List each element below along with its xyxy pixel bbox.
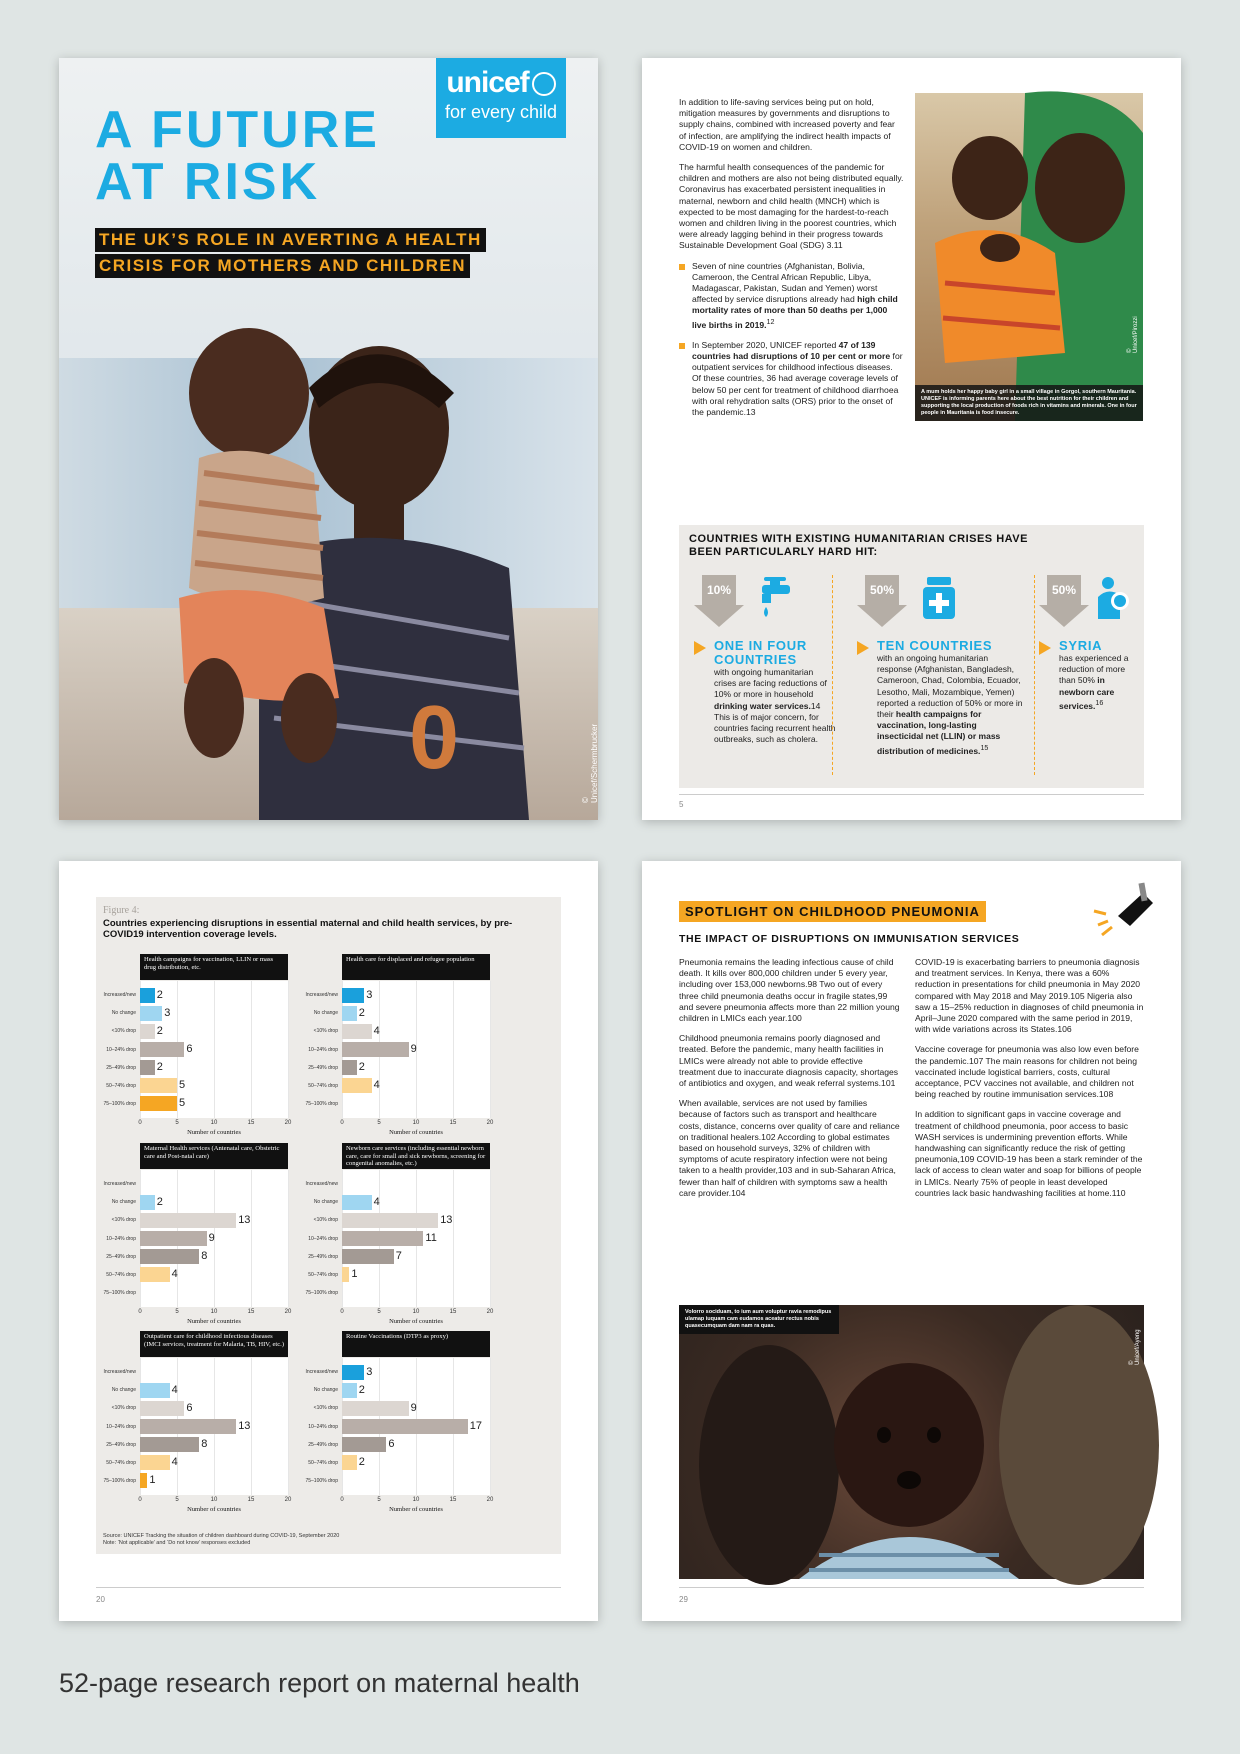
page5-photo-mother-and-baby xyxy=(915,93,1143,421)
page29-left-paragraph-3: When available, services are not used by families because of factors such as transport and healthcare costs, distance, concerns over quality of care and reliance on traditional healers.102 According to global estimates based on household surveys, 32% of children with symptoms of acute respiratory infection were not being taken to a health provider,103 and in sub-Saharan Africa, fewer than half of children with symptoms saw a health care provider.104 xyxy=(679,1098,900,1198)
footer-rule xyxy=(679,1587,1144,1588)
infobox-column-campaigns xyxy=(857,575,1023,756)
x-axis-title: Number of countries xyxy=(187,1129,241,1136)
chart-panel xyxy=(96,1143,292,1331)
bar-value-label: 2 xyxy=(156,1061,163,1074)
chart-bar xyxy=(140,1042,184,1057)
chart-bar xyxy=(140,1249,199,1264)
y-tick-label: 10–24% drop xyxy=(308,1423,338,1430)
x-tick-label: 20 xyxy=(284,1120,292,1126)
x-tick-label: 5 xyxy=(175,1309,179,1315)
col1-text-c: 14 This is of major concern, for countries facing recurrent health outbreaks, such as cholera. xyxy=(714,700,836,745)
chart-bar xyxy=(140,1195,155,1210)
cover-subtitle xyxy=(95,228,486,280)
bar-value-label: 5 xyxy=(179,1079,186,1092)
gridline xyxy=(490,1358,491,1495)
y-tick-label: 10–24% drop xyxy=(308,1046,338,1053)
bar-value-label: 13 xyxy=(440,1213,453,1226)
chart-bar xyxy=(140,1024,155,1039)
bar-value-label: 2 xyxy=(156,988,163,1001)
y-tick-label: 25–49% drop xyxy=(308,1441,338,1448)
chart-panel xyxy=(298,1143,494,1331)
y-tick-label: 50–74% drop xyxy=(308,1459,338,1466)
y-tick-label: 50–74% drop xyxy=(106,1082,136,1089)
figure-source xyxy=(103,1533,339,1547)
page5-bullet-1 xyxy=(679,261,904,331)
gridline xyxy=(490,981,491,1118)
y-tick-label: 25–49% drop xyxy=(106,1441,136,1448)
chart-plot-area xyxy=(342,1170,490,1307)
page5-body-text xyxy=(679,97,904,427)
syria-pct: 50% xyxy=(1051,583,1077,597)
y-tick-label: 10–24% drop xyxy=(308,1235,338,1242)
bar-value-label: 5 xyxy=(179,1097,186,1110)
water-pct: 10% xyxy=(706,583,732,597)
gridline xyxy=(453,981,454,1118)
chart-bar xyxy=(342,1249,394,1264)
page5-paragraph-2: The harmful health consequences of the pandemic for children and mothers are also not being distributed equally. Coronavirus has exacerbated persistent inequalities in maternal, newborn and child health (MNCH) which is expected to be most damaging for the hardest-to-reach women and children living in the poorest countries, which were already lagging behind in their progress towards Sustainable Development Goal (SDG) 3.11 xyxy=(679,162,904,251)
y-tick-label: Increased/new xyxy=(305,992,338,999)
y-tick-label: 25–49% drop xyxy=(308,1064,338,1071)
y-tick-label: 75–100% drop xyxy=(305,1100,338,1107)
page29-right-paragraph-1: COVID-19 is exacerbating barriers to pneumonia diagnosis and treatment services. In Kenya, there was a 60% reduction in presentations for child pneumonia in May 2020 compared with May 2018 and May 2019.105 Nigeria also saw a 15–25% reduction in diagnoses of child pneumonia in April–June 2020 compared with the same period in 2019, with wide variations across its States.106 xyxy=(915,957,1144,1035)
chart-bar xyxy=(342,1401,409,1416)
col1-text-bold: drinking water services. xyxy=(714,700,811,711)
x-tick-label: 10 xyxy=(412,1497,420,1503)
chart-bar xyxy=(342,1383,357,1398)
down-arrow-icon xyxy=(857,575,907,627)
y-tick-label: 75–100% drop xyxy=(305,1477,338,1484)
x-tick-label: 5 xyxy=(377,1309,381,1315)
figure-note-text: Note: ‘Not applicable’ and ‘Do not know’ responses excluded xyxy=(103,1540,251,1546)
x-tick-label: 15 xyxy=(247,1497,255,1503)
infobox-divider xyxy=(832,575,833,775)
y-tick-label: Increased/new xyxy=(305,1181,338,1188)
x-axis-title: Number of countries xyxy=(389,1506,443,1513)
cover-subtitle-line-2: CRISIS FOR MOTHERS AND CHILDREN xyxy=(95,254,470,278)
chart-bar xyxy=(342,1078,372,1093)
x-tick-label: 5 xyxy=(377,1120,381,1126)
spotlight-heading: SPOTLIGHT ON CHILDHOOD PNEUMONIA xyxy=(679,901,986,922)
chart-bar xyxy=(140,1473,147,1488)
chart-bar xyxy=(342,1455,357,1470)
col3-text xyxy=(1059,653,1139,712)
spotlight-subheading: THE IMPACT OF DISRUPTIONS ON IMMUNISATION SERVICES xyxy=(679,933,1020,945)
y-tick-label: 75–100% drop xyxy=(305,1289,338,1296)
cover-photo-credit: © Unicef/Schermbrucker xyxy=(581,723,599,803)
chart-bar xyxy=(342,1419,468,1434)
gridline xyxy=(251,981,252,1118)
col2-text-ref: 15 xyxy=(980,743,989,752)
bar-value-label: 11 xyxy=(425,1232,437,1244)
chart-panel xyxy=(298,1331,494,1519)
y-tick-label: 75–100% drop xyxy=(103,1477,136,1484)
col3-text-bold: in newborn care services. xyxy=(1059,675,1115,711)
col1-text xyxy=(714,667,836,745)
bar-value-label: 9 xyxy=(410,1043,417,1055)
col3-heading: SYRIA xyxy=(1039,639,1139,653)
bar-value-label: 8 xyxy=(201,1438,208,1451)
page29-left-paragraph-1: Pneumonia remains the leading infectious cause of child death. It kills over 800,000 children under 5 every year, including over 153,000 newborns.98 Two out of every three child pneumonia deaths occur in fragile states,99 and severe pneumonia affects more than 22 million young children in LMICs each year.100 xyxy=(679,957,900,1024)
chart-bar xyxy=(342,1006,357,1021)
y-tick-label: No change xyxy=(111,1387,136,1394)
bullet2-bold: 47 of 139 countries had disruptions of 10 per cent or more xyxy=(692,339,891,361)
x-tick-label: 5 xyxy=(175,1497,179,1503)
chart-plot-area xyxy=(342,1358,490,1495)
gridline xyxy=(490,1170,491,1307)
x-tick-label: 0 xyxy=(138,1309,142,1315)
col2-text-bold: health campaigns for vaccination, long-lasting insecticidal net (LLIN) or mass distribution of medicines. xyxy=(877,709,1001,756)
x-tick-label: 20 xyxy=(486,1120,494,1126)
chart-bar xyxy=(342,1365,364,1380)
chart-panel-title: Health campaigns for vaccination, LLIN or mass drug distribution, etc. xyxy=(140,954,288,980)
page29-right-paragraph-2: Vaccine coverage for pneumonia was also low even before the pandemic.107 The main reasons for children not being vaccinated include logistical barriers, costs, cultural acceptance, PCV vaccines not available, and children not being reached by routine immunisation services.108 xyxy=(915,1044,1139,1100)
bar-value-label: 13 xyxy=(238,1420,251,1432)
chart-bar xyxy=(140,1213,236,1228)
x-axis-title: Number of countries xyxy=(187,1318,241,1325)
x-tick-label: 20 xyxy=(486,1497,494,1503)
chart-bar xyxy=(140,1267,170,1282)
bar-value-label: 7 xyxy=(395,1250,402,1263)
figure-4 xyxy=(96,897,561,1554)
page-number: 29 xyxy=(679,1595,688,1604)
chart-panel-title: Newborn care services (including essential newborn care, care for small and sick newborns, screening for congenital anomalies, etc.) xyxy=(342,1143,490,1169)
page-29 xyxy=(642,861,1181,1621)
col2-text-a: with an ongoing humanitarian response (Afghanistan, Bangladesh, Cameroon, Chad, Colombia, Ecuador, Lesotho, Mali, Mozambique, Yemen) reported a reduction of 50% or more in their xyxy=(877,653,1023,720)
page29-photo-credit: © Unicef/Ayeng xyxy=(1129,1329,1141,1365)
bar-value-label: 8 xyxy=(201,1250,208,1263)
x-tick-label: 20 xyxy=(284,1309,292,1315)
chart-bar xyxy=(140,1401,184,1416)
footer-rule xyxy=(679,794,1144,795)
bar-value-label: 3 xyxy=(366,988,373,1001)
x-tick-label: 0 xyxy=(340,1120,344,1126)
chart-bar xyxy=(140,1060,155,1075)
bar-value-label: 4 xyxy=(373,1079,380,1092)
y-tick-label: No change xyxy=(313,1010,338,1017)
x-tick-label: 15 xyxy=(449,1309,457,1315)
y-tick-label: <10% drop xyxy=(111,1028,136,1035)
y-tick-label: 10–24% drop xyxy=(106,1235,136,1242)
y-tick-label: <10% drop xyxy=(313,1217,338,1224)
y-tick-label: <10% drop xyxy=(111,1217,136,1224)
page29-left-column xyxy=(679,957,901,1208)
chart-panel-title: Routine Vaccinations (DTP3 as proxy) xyxy=(342,1331,490,1357)
chart-bar xyxy=(342,988,364,1003)
y-tick-label: 50–74% drop xyxy=(106,1271,136,1278)
x-tick-label: 5 xyxy=(377,1497,381,1503)
y-tick-label: 10–24% drop xyxy=(106,1046,136,1053)
x-tick-label: 10 xyxy=(210,1309,218,1315)
chart-bar xyxy=(342,1213,438,1228)
x-axis-title: Number of countries xyxy=(187,1506,241,1513)
gridline xyxy=(214,981,215,1118)
x-tick-label: 20 xyxy=(486,1309,494,1315)
y-tick-label: No change xyxy=(313,1387,338,1394)
chart-bar xyxy=(140,1006,162,1021)
page-5 xyxy=(642,58,1181,820)
infobox-column-syria xyxy=(1039,575,1144,711)
chart-bar xyxy=(342,1437,386,1452)
y-tick-label: 10–24% drop xyxy=(106,1423,136,1430)
bar-value-label: 3 xyxy=(164,1006,171,1019)
y-tick-label: Increased/new xyxy=(103,992,136,999)
chart-plot-area xyxy=(140,1170,288,1307)
cover-subtitle-line-1: THE UK’S ROLE IN AVERTING A HEALTH xyxy=(95,228,486,252)
bullet1-bold: high child mortality rates of more than 50 deaths per 1,000 live births in 2019. xyxy=(692,294,898,330)
water-tap-icon xyxy=(756,575,796,621)
bar-value-label: 1 xyxy=(149,1474,156,1487)
bar-value-label: 1 xyxy=(351,1268,358,1281)
chart-bar xyxy=(140,1078,177,1093)
bar-value-label: 4 xyxy=(171,1268,178,1281)
unicef-tagline: for every child xyxy=(444,102,558,122)
chart-panel xyxy=(298,954,494,1142)
bar-value-label: 2 xyxy=(156,1195,163,1208)
page-20 xyxy=(59,861,598,1621)
infobox-column-water xyxy=(694,575,836,745)
page-number: 20 xyxy=(96,1595,105,1604)
col1-heading: ONE IN FOUR COUNTRIES xyxy=(694,639,824,667)
y-tick-label: 25–49% drop xyxy=(106,1064,136,1071)
y-tick-label: 75–100% drop xyxy=(103,1289,136,1296)
bar-value-label: 13 xyxy=(238,1213,251,1226)
bar-value-label: 17 xyxy=(469,1420,483,1432)
col3-text-ref: 16 xyxy=(1095,698,1104,707)
figure-title: Countries experiencing disruptions in essential maternal and child health services, by pre-COVID19 intervention coverage levels. xyxy=(103,918,513,940)
page29-right-paragraph-3: In addition to significant gaps in vaccine coverage and treatment of childhood pneumonia, poor access to basic WASH services is undermining prevention efforts. While handwashing can significantly reduce the risk of getting pneumonia,109 COVID-19 has been a stark reminder of the lack of access to clean water and soap for billions of people in LMICs. Nearly 75% of people in least developed countries lack basic handwashing facilities at home.110 xyxy=(915,1109,1143,1198)
y-tick-label: 25–49% drop xyxy=(106,1253,136,1260)
cover-title-line-2: AT RISK xyxy=(95,153,321,211)
page5-bullet-2 xyxy=(679,340,904,418)
y-tick-label: 75–100% drop xyxy=(103,1100,136,1107)
chart-bar xyxy=(140,1231,207,1246)
page5-paragraph-1: In addition to life-saving services being put on hold, mitigation measures by governments and disruptions to supply chains, combined with increased poverty and fear of infection, are amplifying the indirect health impacts of COVID-19 on women and children. xyxy=(679,97,895,152)
bar-value-label: 4 xyxy=(373,1024,380,1037)
x-tick-label: 10 xyxy=(412,1309,420,1315)
spotlight-torch-icon xyxy=(1088,881,1158,941)
y-tick-label: 50–74% drop xyxy=(106,1459,136,1466)
bar-value-label: 2 xyxy=(358,1383,365,1396)
bullet2-text: In September 2020, UNICEF reported xyxy=(692,339,839,350)
bar-value-label: 9 xyxy=(410,1401,417,1414)
col2-text xyxy=(877,653,1025,757)
page29-photo-figure xyxy=(679,1305,1144,1579)
bullet2-text-end: for outpatient services for childhood infectious diseases. Of these countries, 36 had average coverage levels of below 50 per cent for treatment of childhood diarrhoea with oral rehydration salts (ORS) prior to the onset of the pandemic.13 xyxy=(692,350,903,417)
x-tick-label: 5 xyxy=(175,1120,179,1126)
page29-photo-baby xyxy=(679,1305,1144,1579)
bar-value-label: 9 xyxy=(208,1232,215,1244)
page29-left-paragraph-2: Childhood pneumonia remains poorly diagnosed and treated. Before the pandemic, many health facilities in LMICs were already not able to provide effective treatment due to inaccurate diagnosis capacity, shortages of antibiotics and oxygen, and weak referral systems.101 xyxy=(679,1033,899,1089)
down-arrow-icon xyxy=(694,575,744,627)
unicef-wordmark: unicef xyxy=(446,66,529,99)
gridline xyxy=(288,981,289,1118)
mother-baby-icon xyxy=(1094,575,1134,621)
y-tick-label: Increased/new xyxy=(103,1181,136,1188)
chart-bar xyxy=(140,1437,199,1452)
x-tick-label: 0 xyxy=(340,1309,344,1315)
y-tick-label: No change xyxy=(111,1010,136,1017)
x-tick-label: 15 xyxy=(449,1120,457,1126)
chart-bar xyxy=(140,1419,236,1434)
chart-panel-title: Health care for displaced and refugee population xyxy=(342,954,490,980)
y-tick-label: 50–74% drop xyxy=(308,1271,338,1278)
svg-text:0: 0 xyxy=(409,688,460,788)
chart-panel-title: Outpatient care for childhood infectious diseases (IMCI services, treatment for Malaria, TB, HIV, etc.) xyxy=(140,1331,288,1357)
bullet1-ref: 12 xyxy=(766,317,775,326)
chart-bar xyxy=(342,1060,357,1075)
x-tick-label: 15 xyxy=(247,1309,255,1315)
bar-value-label: 2 xyxy=(358,1456,365,1469)
chart-bar xyxy=(342,1024,372,1039)
page29-right-column xyxy=(915,957,1144,1208)
gridline xyxy=(251,1170,252,1307)
page-number: 5 xyxy=(679,800,684,809)
col1-text-a: with ongoing humanitarian crises are facing reductions of 10% or more in household xyxy=(714,667,827,700)
medicine-jar-icon xyxy=(919,575,959,621)
unicef-logo xyxy=(436,58,566,138)
x-tick-label: 15 xyxy=(247,1120,255,1126)
bar-value-label: 2 xyxy=(358,1061,365,1074)
chart-panel-title: Maternal Health services (Antenatal care, Obstetric care and Post-natal care) xyxy=(140,1143,288,1169)
figure-label: Figure 4: xyxy=(103,905,140,916)
y-tick-label: Increased/new xyxy=(103,1369,136,1376)
bar-value-label: 6 xyxy=(186,1401,193,1414)
cover-title-line-1: A FUTURE xyxy=(95,101,380,159)
x-tick-label: 0 xyxy=(138,1497,142,1503)
chart-plot-area xyxy=(140,1358,288,1495)
y-tick-label: <10% drop xyxy=(313,1405,338,1412)
y-tick-label: <10% drop xyxy=(313,1028,338,1035)
figure-source-text: Source: UNICEF Tracking the situation of children dashboard during COVID-19, September 2020 xyxy=(103,1533,340,1539)
bar-value-label: 4 xyxy=(171,1383,178,1396)
cover-title xyxy=(95,101,415,211)
page5-photo-caption: A mum holds her happy baby girl in a small village in Gorgol, southern Mauritania. UNICEF is informing parents here about the best nutrition for their children and supporting the local production of foods rich in vitamins and minerals. One in four people in Mauritania is food insecure. xyxy=(915,385,1143,421)
x-tick-label: 20 xyxy=(284,1497,292,1503)
down-arrow-icon xyxy=(1039,575,1089,627)
unicef-globe-icon xyxy=(532,72,556,96)
bar-value-label: 2 xyxy=(156,1024,163,1037)
page5-photo-figures xyxy=(915,93,1143,421)
campaigns-pct: 50% xyxy=(869,583,895,597)
x-tick-label: 10 xyxy=(412,1120,420,1126)
y-tick-label: <10% drop xyxy=(111,1405,136,1412)
bar-value-label: 4 xyxy=(373,1195,380,1208)
chart-plot-area xyxy=(342,981,490,1118)
chart-bar xyxy=(140,1455,170,1470)
gridline xyxy=(288,1358,289,1495)
gridline xyxy=(453,1170,454,1307)
y-tick-label: No change xyxy=(313,1199,338,1206)
chart-bar xyxy=(342,1195,372,1210)
chart-bar xyxy=(140,1096,177,1111)
bar-value-label: 3 xyxy=(366,1365,373,1378)
y-tick-label: 25–49% drop xyxy=(308,1253,338,1260)
chart-bar xyxy=(342,1231,423,1246)
page5-photo-credit: © Unicef/Pirozzi xyxy=(1127,316,1139,353)
infobox-divider xyxy=(1034,575,1035,775)
x-axis-title: Number of countries xyxy=(389,1129,443,1136)
y-tick-label: No change xyxy=(111,1199,136,1206)
cover-photo-mother-and-baby xyxy=(109,298,539,820)
x-tick-label: 10 xyxy=(210,1120,218,1126)
bar-value-label: 4 xyxy=(171,1456,178,1469)
x-tick-label: 10 xyxy=(210,1497,218,1503)
chart-panel xyxy=(96,1331,292,1519)
y-tick-label: 50–74% drop xyxy=(308,1082,338,1089)
humanitarian-crises-infobox xyxy=(679,525,1144,788)
x-tick-label: 0 xyxy=(138,1120,142,1126)
chart-bar xyxy=(140,1383,170,1398)
bar-value-label: 2 xyxy=(358,1006,365,1019)
gridline xyxy=(251,1358,252,1495)
page29-photo-caption: Volorro sociduam, to ium aum voluptur ravia remodipus ulamap iuquam cam eudamos aceatur rectus nobis quasecumquam dam nam ra quas. xyxy=(679,1305,839,1334)
chart-plot-area xyxy=(140,981,288,1118)
col3-text-a: has experienced a reduction of more than 50% xyxy=(1059,653,1129,686)
x-tick-label: 15 xyxy=(449,1497,457,1503)
x-tick-label: 0 xyxy=(340,1497,344,1503)
gridline xyxy=(288,1170,289,1307)
chart-panel xyxy=(96,954,292,1142)
y-tick-label: Increased/new xyxy=(305,1369,338,1376)
chart-bar xyxy=(140,988,155,1003)
chart-bar xyxy=(342,1042,409,1057)
bullet1-text: Seven of nine countries (Afghanistan, Bolivia, Cameroon, the Central African Republic, Libya, Madagascar, Pakistan, Sudan and Yemen) worst affected by service disruptions already had xyxy=(692,260,878,305)
infobox-title: COUNTRIES WITH EXISTING HUMANITARIAN CRISES HAVE BEEN PARTICULARLY HARD HIT: xyxy=(689,533,1028,558)
col2-heading: TEN COUNTRIES xyxy=(857,639,1017,653)
bottom-caption: 52-page research report on maternal health xyxy=(59,1668,580,1698)
chart-bar xyxy=(342,1267,349,1282)
footer-rule xyxy=(96,1587,561,1588)
bar-value-label: 6 xyxy=(388,1438,395,1451)
bar-value-label: 6 xyxy=(186,1043,193,1055)
x-axis-title: Number of countries xyxy=(389,1318,443,1325)
cover-page xyxy=(59,58,598,820)
